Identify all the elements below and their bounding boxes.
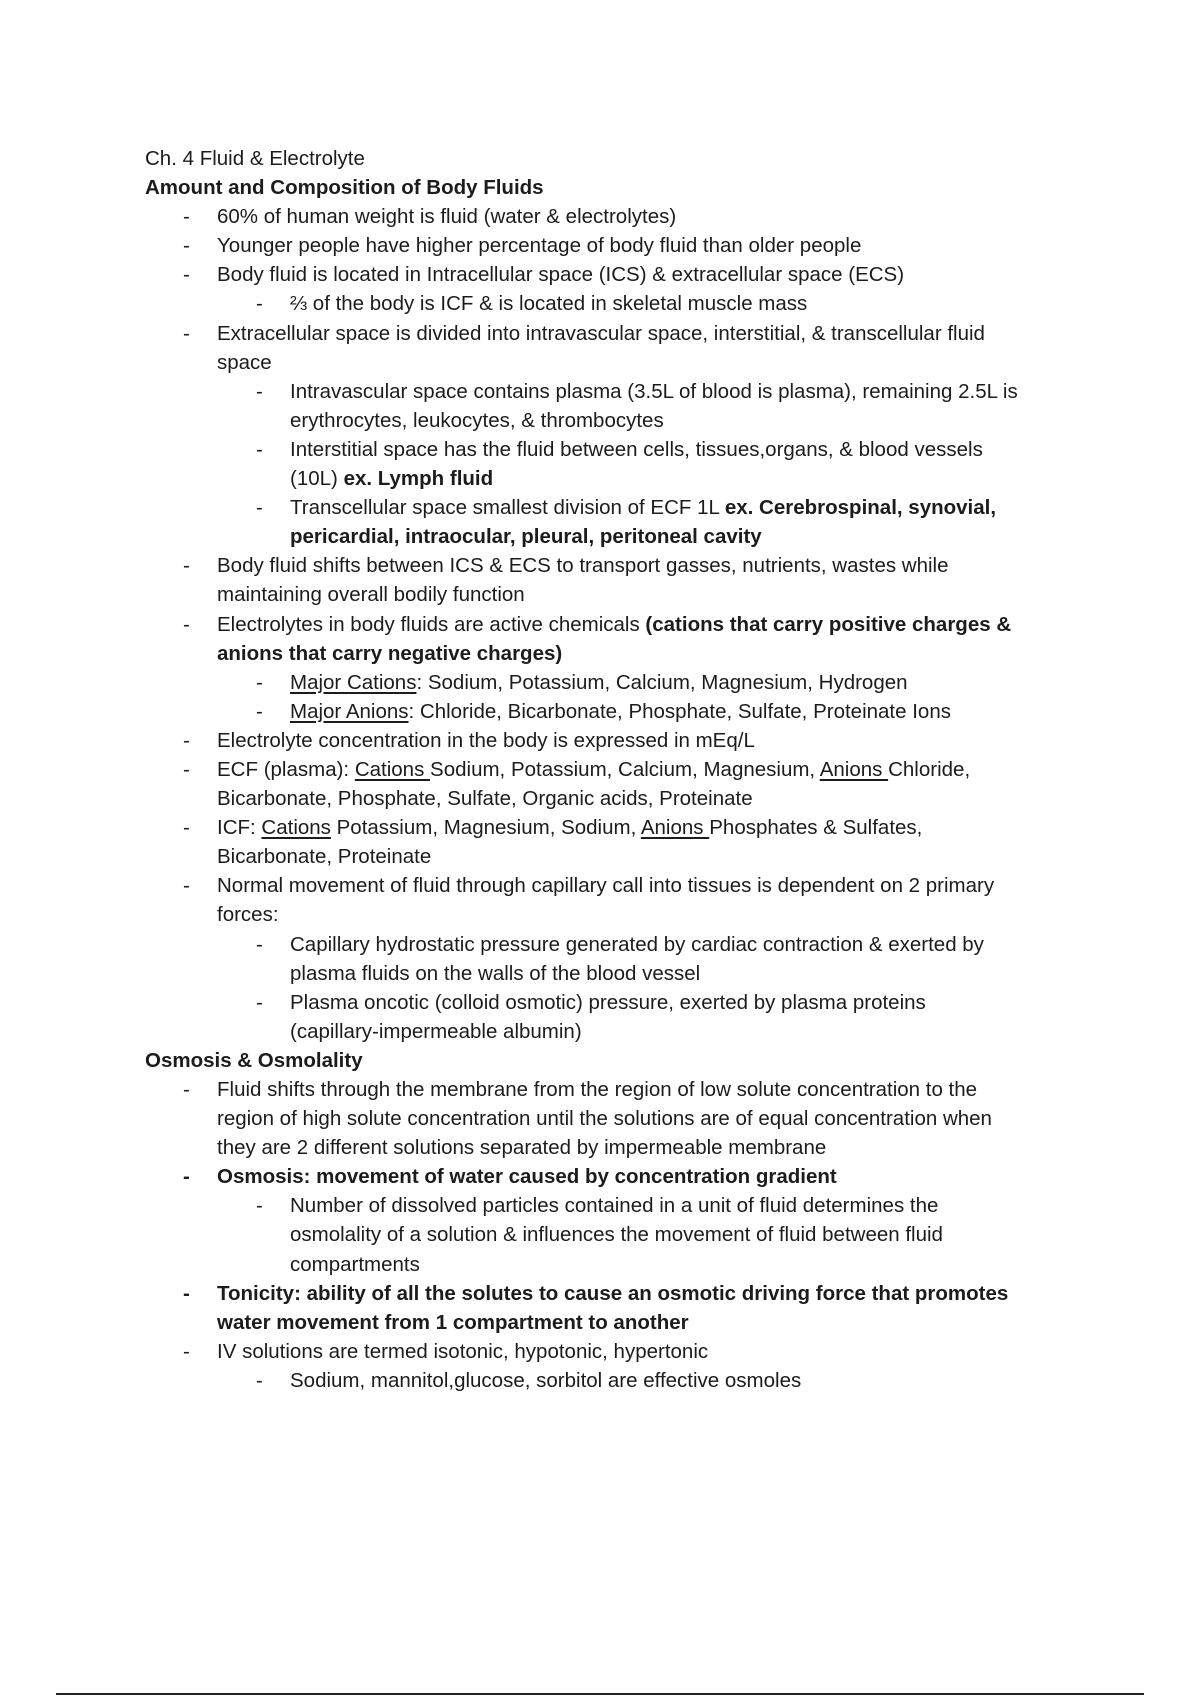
list-item: - ECF (plasma): Cations Sodium, Potassium, Calcium, Magnesium, Anions Chloride, Bicarbonate, Phosphate, Sulfate, Organic acids, Proteinate [145,755,1085,813]
list-item: - Younger people have higher percentage of body fluid than older people [145,231,1085,260]
list-item: - Extracellular space is divided into intravascular space, interstitial, & transcellular fluid space [145,319,1085,377]
footer-divider [56,1693,1144,1695]
sub-list-item: - Major Anions: Chloride, Bicarbonate, Phosphate, Sulfate, Proteinate Ions [145,697,1085,726]
list-item: - Fluid shifts through the membrane from the region of low solute concentration to the region of high solute concentration until the solutions are of equal concentration when they are 2 different solutions separated by impermeable membrane [145,1075,1085,1162]
list-item: - Electrolyte concentration in the body is expressed in mEq/L [145,726,1085,755]
list-item: - Osmosis: movement of water caused by concentration gradient [145,1162,1085,1191]
sub-list-item: - Major Cations: Sodium, Potassium, Calcium, Magnesium, Hydrogen [145,668,1085,697]
sub-list-item: - Number of dissolved particles contained in a unit of fluid determines the osmolality of a solution & influences the movement of fluid between fluid compartments [145,1191,1085,1278]
sub-list-item: - Capillary hydrostatic pressure generated by cardiac contraction & exerted by plasma fluids on the walls of the blood vessel [145,930,1085,988]
sub-list-item: - Transcellular space smallest division of ECF 1L ex. Cerebrospinal, synovial, pericardial, intraocular, pleural, peritoneal cavity [145,493,1085,551]
list-item: - IV solutions are termed isotonic, hypotonic, hypertonic [145,1337,1085,1366]
list-item: - Body fluid shifts between ICS & ECS to transport gasses, nutrients, wastes while maintaining overall bodily function [145,551,1085,609]
list-item: - Normal movement of fluid through capillary call into tissues is dependent on 2 primary forces: [145,871,1085,929]
section-heading-body-fluids: Amount and Composition of Body Fluids [145,176,544,200]
list-item: - Body fluid is located in Intracellular space (ICS) & extracellular space (ECS) [145,260,1085,289]
sub-list-item: - Interstitial space has the fluid between cells, tissues,organs, & blood vessels (10L) ex. Lymph fluid [145,435,1085,493]
list-item: - ICF: Cations Potassium, Magnesium, Sodium, Anions Phosphates & Sulfates, Bicarbonate, Proteinate [145,813,1085,871]
sub-list-item: - Intravascular space contains plasma (3.5L of blood is plasma), remaining 2.5L is erythrocytes, leukocytes, & thrombocytes [145,377,1085,435]
sub-list-item: - Sodium, mannitol,glucose, sorbitol are effective osmoles [145,1366,1085,1395]
section-heading-osmosis: Osmosis & Osmolality [145,1048,363,1072]
notes-body [145,144,1085,1395]
sub-list-item: - ⅔ of the body is ICF & is located in skeletal muscle mass [145,289,1085,318]
osmosis-list [145,1075,1085,1395]
document-title: Ch. 4 Fluid & Electrolyte [145,147,365,170]
list-item: - Tonicity: ability of all the solutes to cause an osmotic driving force that promotes water movement from 1 compartment to another [145,1279,1085,1337]
list-item: - 60% of human weight is fluid (water & electrolytes) [145,202,1085,231]
sub-list-item: - Plasma oncotic (colloid osmotic) pressure, exerted by plasma proteins (capillary-impermeable albumin) [145,988,1085,1046]
list-item: - Electrolytes in body fluids are active chemicals (cations that carry positive charges & anions that carry negative charges) [145,610,1085,668]
body-fluids-list [145,202,1085,1046]
major-cations-label: Major Cations [290,670,417,694]
major-anions-label: Major Anions [290,699,409,723]
